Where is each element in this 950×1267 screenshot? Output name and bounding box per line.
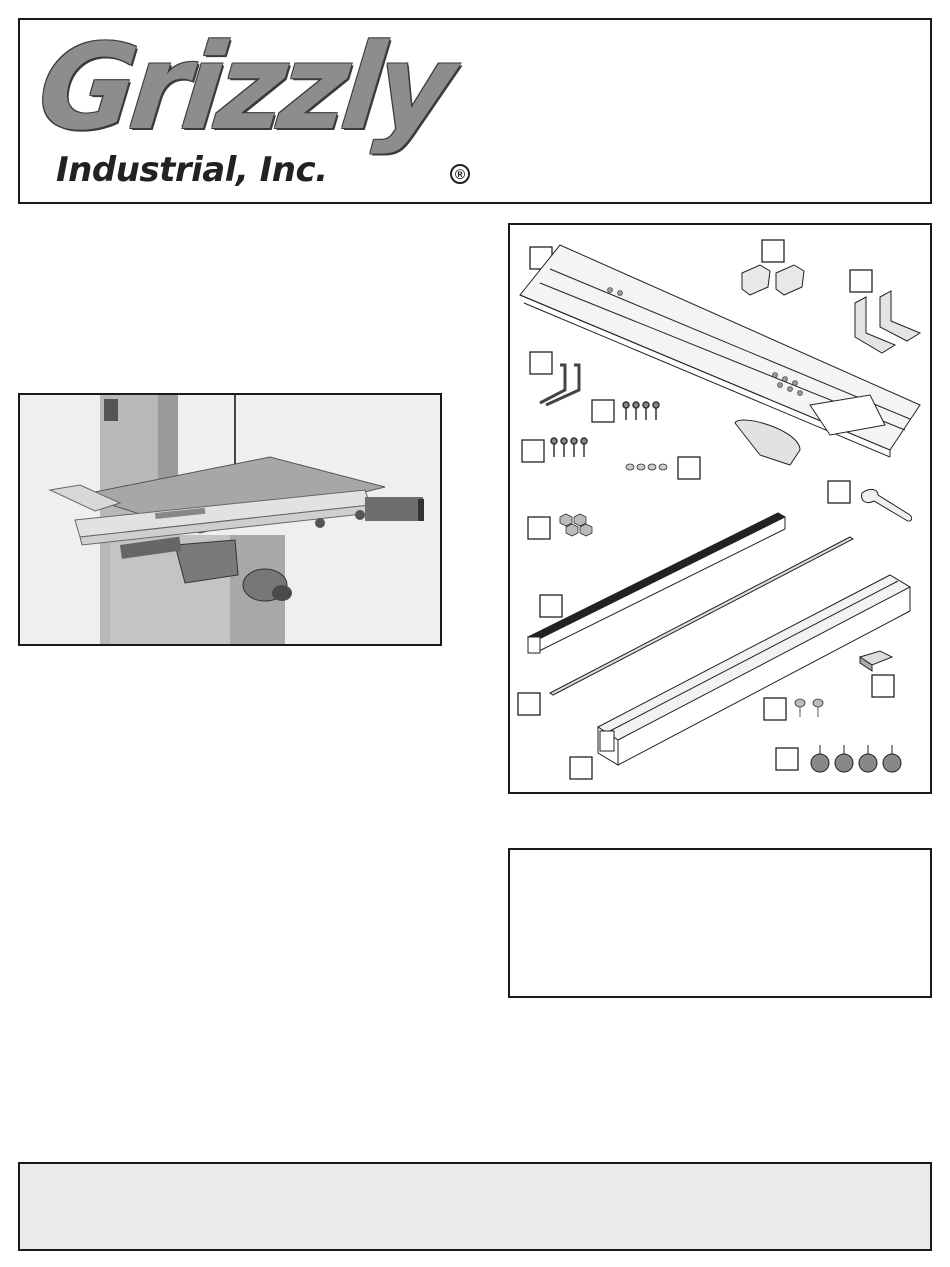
logo-wordmark: Grizzly	[32, 18, 456, 156]
installed-fence-photo	[18, 393, 442, 646]
fence-parts-inventory-drawing-icon	[510, 225, 930, 792]
logo-subtitle: Industrial, Inc.	[56, 150, 328, 190]
grizzly-logo	[32, 18, 474, 192]
bandsaw-fence-photo-icon	[20, 395, 440, 644]
footer-bar	[18, 1162, 932, 1251]
registered-mark: ®	[450, 164, 470, 184]
parts-inventory-drawing	[508, 223, 932, 794]
header-box	[18, 18, 932, 204]
note-box	[508, 848, 932, 998]
